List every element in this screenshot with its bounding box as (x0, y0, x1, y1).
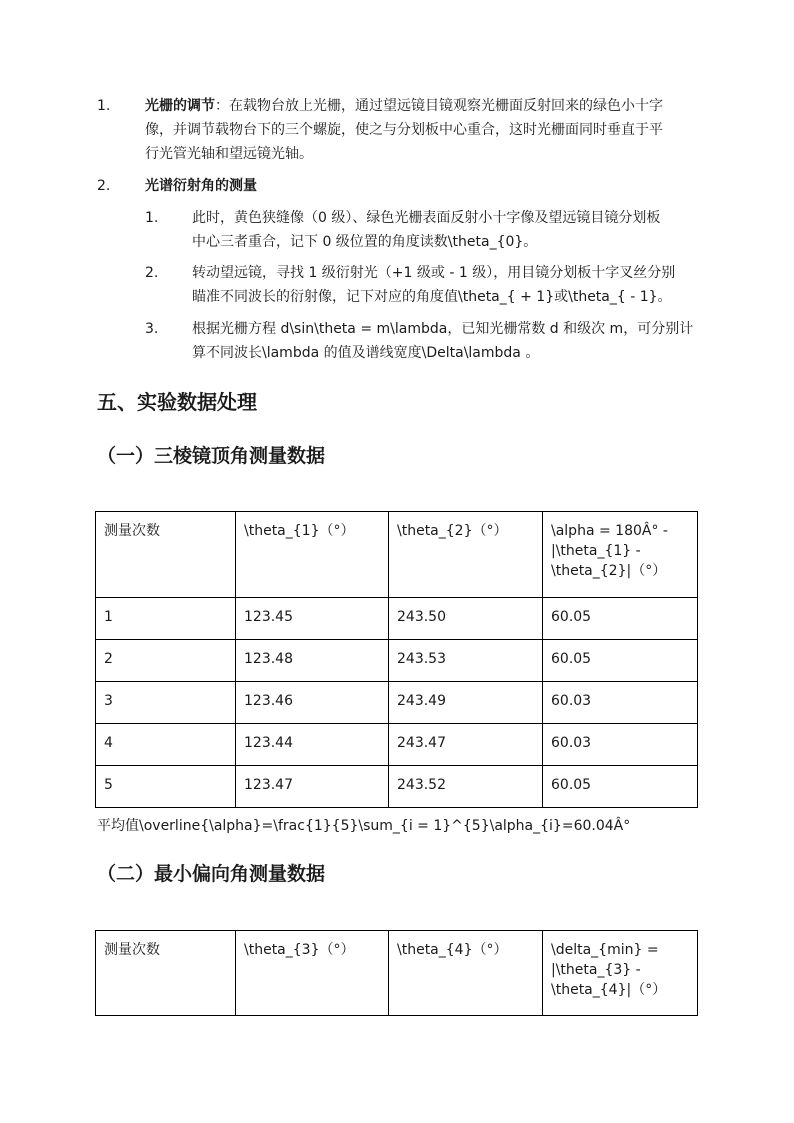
table2-title: （二）最小偏向角测量数据 (97, 863, 326, 885)
step-text (145, 94, 705, 166)
table-cell: 5 (96, 766, 236, 808)
substep-3 (145, 317, 705, 365)
table-cell: 60.03 (543, 682, 698, 724)
header-cell: \theta_{1}（°） (236, 512, 389, 598)
table-cell: 243.53 (389, 640, 543, 682)
section-heading: 五、实验数据处理 (97, 390, 257, 414)
table-cell: 123.48 (236, 640, 389, 682)
table-row (96, 640, 698, 682)
apex-angle-table (95, 511, 698, 808)
substep-number: 1. (145, 210, 159, 226)
text-line: 根据光栅方程 d\sin\theta = m\lambda，已知光栅常数 d 和级次 m，可分别计 (192, 321, 694, 337)
table-row (96, 724, 698, 766)
table-cell: 60.05 (543, 640, 698, 682)
table-cell: 1 (96, 598, 236, 640)
text-line: 转动望远镜，寻找 1 级衍射光（+1 级或 - 1 级），用目镜分划板十字叉丝分别 (192, 265, 676, 281)
table-row (96, 766, 698, 808)
header-cell: \theta_{2}（°） (389, 512, 543, 598)
table1-title: （一）三棱镜顶角测量数据 (97, 445, 326, 467)
header-cell: \theta_{3}（°） (236, 931, 389, 1016)
text-line: 瞄准不同波长的衍射像，记下对应的角度值\theta_{ + 1}或\theta_{ - 1}。 (192, 289, 672, 305)
table-cell: 123.47 (236, 766, 389, 808)
step-title: 光栅的调节 (145, 98, 215, 114)
header-cell: \alpha = 180Â° - |\theta_{1} - \theta_{2}|（°） (543, 512, 698, 598)
table-cell: 123.46 (236, 682, 389, 724)
table-cell: 4 (96, 724, 236, 766)
header-cell: 测量次数 (96, 512, 236, 598)
table-cell: 60.05 (543, 766, 698, 808)
text-line: 行光管光轴和望远镜光轴。 (145, 146, 313, 162)
table-cell: 243.47 (389, 724, 543, 766)
table-cell: 60.03 (543, 724, 698, 766)
table-cell: 3 (96, 682, 236, 724)
substep-number: 3. (145, 321, 159, 337)
average-formula: 平均值\overline{\alpha}=\frac{1}{5}\sum_{i = 1}^{5}\alpha_{i}=60.04Â° (97, 818, 631, 834)
table-cell: 60.05 (543, 598, 698, 640)
step-number: 2. (97, 178, 111, 194)
header-cell: 测量次数 (96, 931, 236, 1016)
table-cell: 243.52 (389, 766, 543, 808)
text-line: 算不同波长\lambda 的值及谱线宽度\Delta\lambda 。 (192, 345, 540, 361)
table-row (96, 682, 698, 724)
header-cell: \delta_{min} = |\theta_{3} - \theta_{4}|（°） (543, 931, 698, 1016)
text-line: 像，并调节载物台下的三个螺旋，使之与分划板中心重合，这时光栅面同时垂直于平 (145, 122, 663, 138)
table-header-row (96, 512, 698, 598)
step-1 (97, 94, 707, 166)
header-cell: \theta_{4}（°） (389, 931, 543, 1016)
table-cell: 2 (96, 640, 236, 682)
table-cell: 123.44 (236, 724, 389, 766)
text-line: 中心三者重合，记下 0 级位置的角度读数\theta_{0}。 (192, 234, 538, 250)
step-title: 光谱衍射角的测量 (145, 178, 257, 194)
substep-number: 2. (145, 265, 159, 281)
table-cell: 243.50 (389, 598, 543, 640)
min-deviation-table (95, 930, 698, 1016)
text-line: 此时，黄色狭缝像（0 级）、绿色光栅表面反射小十字像及望远镜目镜分划板 (192, 210, 661, 226)
substep-1 (145, 206, 705, 254)
table-header-row (96, 931, 698, 1016)
table-row (96, 598, 698, 640)
step-number: 1. (97, 98, 111, 114)
table-cell: 123.45 (236, 598, 389, 640)
step-2 (97, 174, 707, 198)
text-line: ：在载物台放上光栅，通过望远镜目镜观察光栅面反射回来的绿色小十字 (215, 98, 663, 114)
table-cell: 243.49 (389, 682, 543, 724)
substep-2 (145, 261, 705, 309)
